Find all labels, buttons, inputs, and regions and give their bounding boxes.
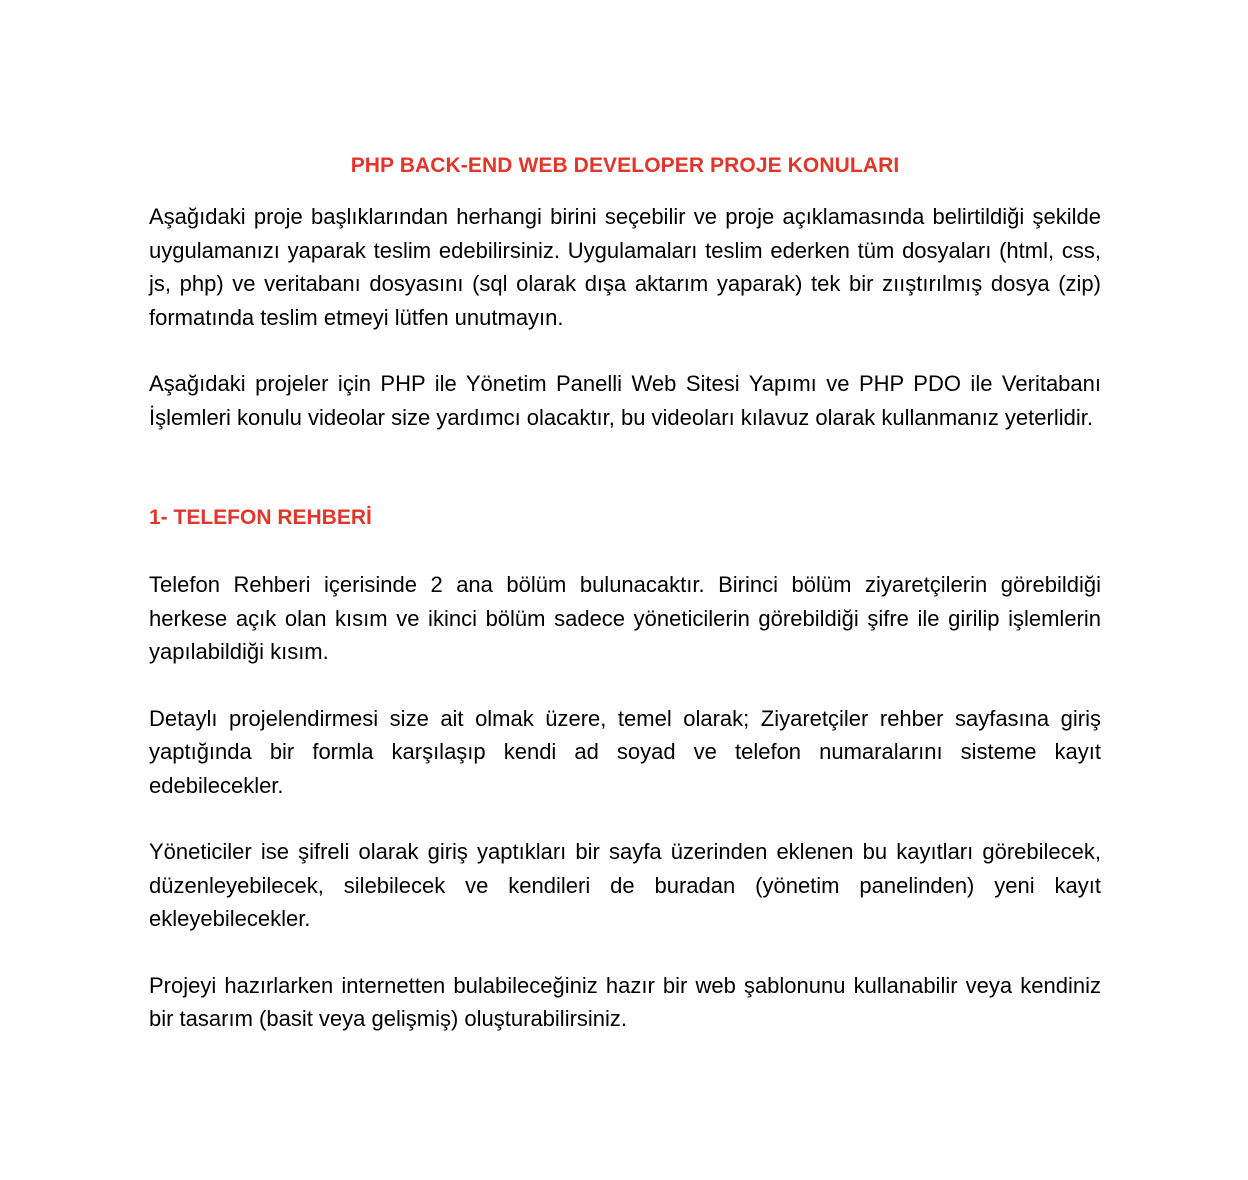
section-heading-telefon-rehberi: 1- TELEFON REHBERİ bbox=[149, 506, 372, 529]
section-paragraph-3: Yöneticiler ise şifreli olarak giriş yaptıkları bir sayfa üzerinden eklenen bu kayıtları görebilecek, düzenleyebilecek, silebilecek ve kendileri de buradan (yönetim panelinden) yeni kayıt ekleyebilecekler. bbox=[149, 839, 1101, 931]
section-paragraph-4: Projeyi hazırlarken internetten bulabileceğiniz hazır bir web şablonunu kullanabilir veya kendiniz bir tasarım (basit veya gelişmiş) oluşturabilirsiniz. bbox=[149, 972, 1101, 1031]
document-title: PHP BACK-END WEB DEVELOPER PROJE KONULARI bbox=[350, 154, 900, 177]
section-paragraph-1: Telefon Rehberi içerisinde 2 ana bölüm bulunacaktır. Birinci bölüm ziyaretçilerin görebildiği herkese açık olan kısım ve ikinci bölüm sadece yöneticilerin görebildiği şifre ile girilip işlemlerin yapılabildiği kısım. bbox=[149, 572, 1101, 664]
intro-paragraph-2: Aşağıdaki projeler için PHP ile Yönetim Panelli Web Sitesi Yapımı ve PHP PDO ile Veritabanı İşlemleri konulu videolar size yardımcı olacaktır, bu videoları kılavuz olarak kullanmanız yeterlidir. bbox=[149, 371, 1101, 430]
section-paragraph-2: Detaylı projelendirmesi size ait olmak üzere, temel olarak; Ziyaretçiler rehber sayfasına giriş yaptığında bir formla karşılaşıp kendi ad soyad ve telefon numaralarını sisteme kayıt edebilecekler. bbox=[149, 705, 1101, 798]
intro-paragraph-1: Aşağıdaki proje başlıklarından herhangi birini seçebilir ve proje açıklamasında belirtildiği şekilde uygulamanızı yaparak teslim edebilirsiniz. Uygulamaları teslim ederken tüm dosyaları (html, css, js, php) ve veritabanı dosyasını (sql olarak dışa aktarım yaparak) tek bir zııştırılmış dosya (zip) formatında teslim etmeyi lütfen unutmayın. bbox=[149, 204, 1101, 330]
document-page bbox=[149, 150, 1101, 1036]
